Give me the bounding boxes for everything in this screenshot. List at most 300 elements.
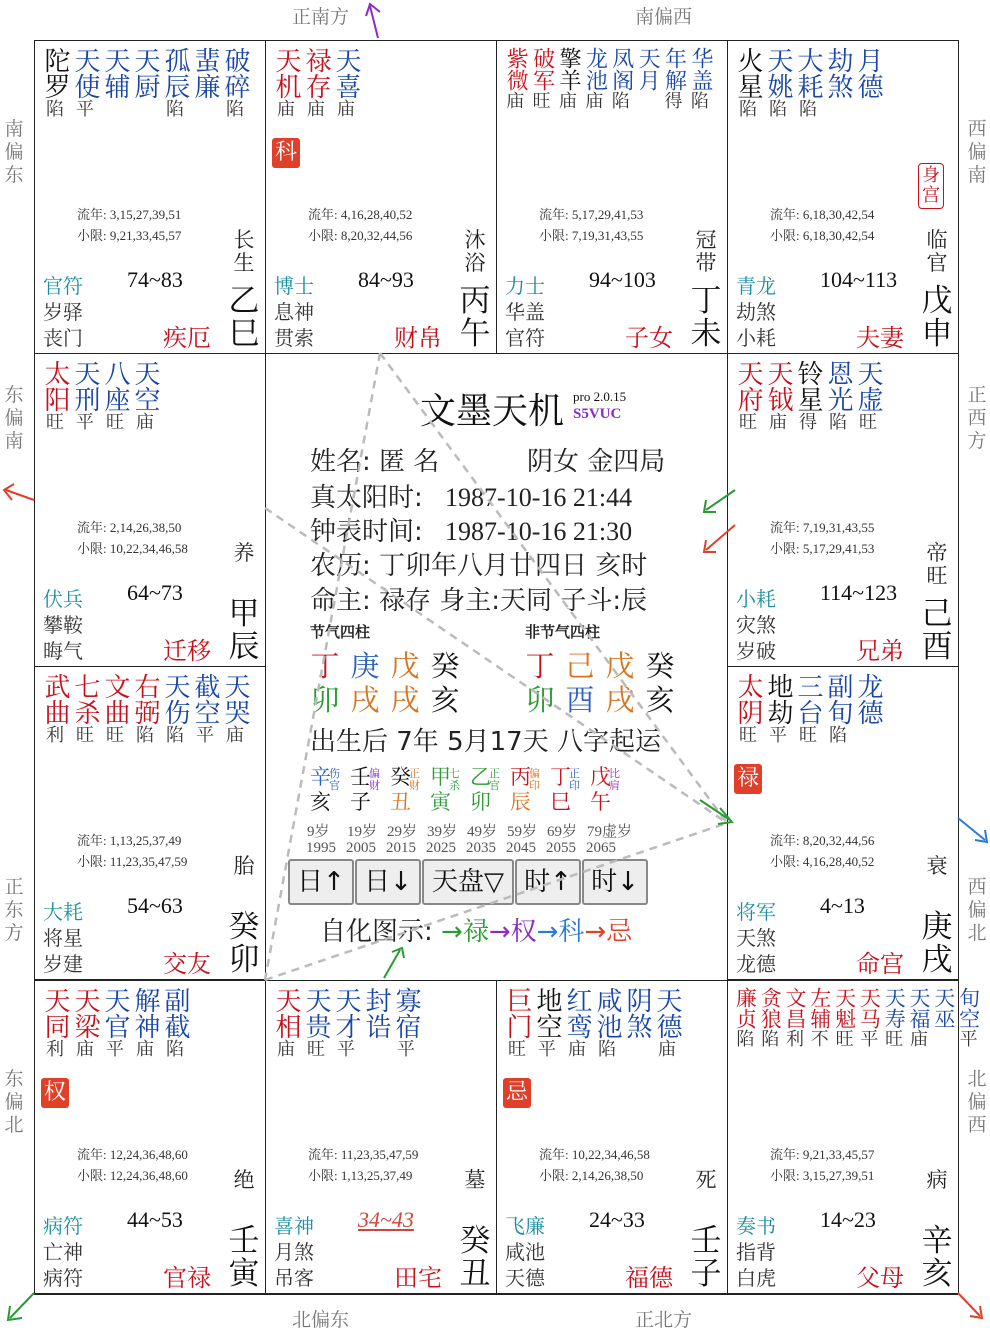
- star-brightness: 不: [810, 1029, 829, 1050]
- ganzhi: 庚戌: [921, 909, 953, 978]
- decade-range: 44~53: [127, 1207, 183, 1232]
- tianpan-button[interactable]: 天盘▽: [422, 859, 514, 905]
- luck-year: 1995: [306, 840, 336, 856]
- liunian-line: 流年: 11,23,35,47,59: [308, 1147, 419, 1162]
- star-name: 蜚廉: [190, 47, 220, 99]
- app-title: 文墨天机: [420, 391, 565, 432]
- god-g2: 天煞: [736, 926, 776, 950]
- xiaoxian-line: 小限: 1,13,25,37,49: [308, 1168, 413, 1183]
- star-brightness: 陷: [829, 725, 847, 746]
- star-brightness: 庙: [307, 99, 325, 120]
- star-name: 破碎: [220, 47, 250, 99]
- star-name: 天官: [100, 987, 130, 1039]
- star-brightness: 陷: [611, 91, 630, 112]
- god-g1: 大耗: [43, 900, 83, 924]
- ganzhi: 丁未: [690, 283, 722, 352]
- luck-year: 2005: [346, 840, 376, 856]
- luck-age: 39岁: [427, 824, 458, 840]
- hour-down-button[interactable]: 时↓: [582, 859, 648, 905]
- star-brightness: 陷: [166, 1039, 184, 1060]
- legend-label: 自化图示:: [320, 917, 433, 947]
- star-name: 贪狼: [758, 987, 783, 1029]
- star-name: 天伤: [160, 673, 190, 725]
- star-name: 文昌: [783, 987, 807, 1029]
- star-name: 凤阁: [608, 47, 634, 91]
- pillar-branch: 戌: [390, 683, 420, 717]
- direction-top-right: 南偏西: [635, 6, 693, 28]
- god-g3: 病符: [43, 1266, 83, 1290]
- changsheng-state: 胎: [233, 854, 255, 878]
- palace-name[interactable]: 官禄: [163, 1264, 211, 1292]
- star-brightness: 陷: [799, 99, 817, 120]
- star-name: 天月: [635, 47, 661, 91]
- luck-year: 2035: [466, 840, 496, 856]
- direction-top-left: 正南方: [292, 6, 350, 28]
- star-name: 天使: [70, 47, 100, 99]
- star-brightness: 得: [664, 91, 683, 112]
- hour-up-button[interactable]: 时↑: [515, 859, 581, 905]
- star-brightness: 旺: [46, 412, 64, 433]
- star-brightness: 平: [860, 1029, 879, 1050]
- god-g3: 官符: [505, 326, 545, 350]
- day-down-button[interactable]: 日↓: [355, 859, 421, 905]
- luck-stem: 丙: [510, 765, 531, 789]
- ganzhi: 辛亥: [921, 1223, 953, 1292]
- star-brightness: 旺: [739, 412, 757, 433]
- star-brightness: 平: [76, 99, 94, 120]
- luck-age: 59岁: [507, 824, 538, 840]
- god-g1: 青龙: [736, 274, 776, 298]
- star-name: 大耗: [793, 47, 823, 99]
- pillar-stem: 癸: [430, 649, 460, 683]
- decade-range: 74~83: [127, 267, 183, 292]
- star-brightness: 庙: [506, 91, 525, 112]
- ming-line: 命主: 禄存 身主:天同 子斗:辰: [310, 586, 648, 616]
- star-name: 截空: [190, 673, 220, 725]
- changsheng-state: 养: [233, 541, 255, 565]
- palace-name[interactable]: 财帛: [394, 324, 442, 352]
- luck-branch: 子: [350, 790, 371, 814]
- star-name: 巨门: [502, 987, 532, 1039]
- legend-lu: →禄: [441, 917, 489, 947]
- decade-range: 24~33: [589, 1207, 645, 1232]
- decade-range: 64~73: [127, 580, 183, 605]
- liunian-line: 流年: 3,15,27,39,51: [77, 207, 182, 222]
- direction-right-4: 北偏西: [967, 1068, 987, 1136]
- star-brightness: 陷: [739, 99, 757, 120]
- star-brightness: 庙: [277, 1039, 295, 1060]
- star-brightness: 陷: [166, 99, 184, 120]
- star-name: 天相: [271, 987, 301, 1039]
- ganzhi: 癸丑: [459, 1223, 491, 1292]
- pillar-stem: 庚: [350, 649, 380, 683]
- star-name: 寡宿: [391, 987, 421, 1039]
- star-name: 三台: [793, 673, 823, 725]
- luck-age: 29岁: [387, 824, 418, 840]
- star-brightness: 庙: [769, 412, 787, 433]
- ganzhi: 壬子: [690, 1223, 722, 1292]
- god-g3: 白虎: [736, 1266, 776, 1290]
- luck-stem: 壬: [350, 765, 371, 789]
- pillar-branch: 酉: [565, 683, 595, 717]
- star-name: 天巫: [931, 987, 956, 1029]
- direction-left-1: 南偏东: [4, 118, 24, 186]
- star-name: 天贵: [301, 987, 331, 1039]
- star-brightness: 旺: [508, 1039, 526, 1060]
- star-brightness: 旺: [532, 91, 551, 112]
- god-g3: 丧门: [43, 326, 83, 350]
- pillar-branch: 戌: [605, 683, 635, 717]
- star-name: 天喜: [331, 47, 361, 99]
- star-name: 咸池: [592, 987, 622, 1039]
- luck-age: 49岁: [467, 824, 498, 840]
- star-name: 天辅: [100, 47, 130, 99]
- star-brightness: 庙: [568, 1039, 586, 1060]
- god-g2: 亡神: [43, 1240, 83, 1264]
- star-name: 旬空: [956, 987, 981, 1029]
- star-brightness: 旺: [835, 1029, 854, 1050]
- star-brightness: 平: [196, 725, 214, 746]
- name-line: 姓名: 匿 名: [310, 447, 440, 477]
- god-g1: 伏兵: [43, 587, 83, 611]
- star-brightness: 庙: [909, 1029, 928, 1050]
- star-brightness: 陷: [136, 725, 154, 746]
- changsheng-state: 病: [926, 1168, 948, 1192]
- star-name: 火星: [733, 47, 763, 99]
- pillar-branch: 戌: [350, 683, 380, 717]
- star-name: 文曲: [100, 673, 130, 725]
- star-brightness: 旺: [859, 412, 877, 433]
- liunian-line: 流年: 4,16,28,40,52: [308, 207, 413, 222]
- pillar-branch: 卯: [310, 683, 340, 717]
- decade-range: 4~13: [820, 893, 865, 918]
- xiaoxian-line: 小限: 8,20,32,44,56: [308, 228, 413, 243]
- liunian-line: 流年: 9,21,33,45,57: [770, 1147, 875, 1162]
- pillar-branch: 亥: [645, 683, 675, 717]
- liunian-line: 流年: 7,19,31,43,55: [770, 520, 875, 535]
- decade-range: 54~63: [127, 893, 183, 918]
- pillar-stem: 戊: [605, 649, 635, 683]
- palace-name[interactable]: 疾厄: [163, 324, 211, 352]
- star-name: 八座: [100, 360, 130, 412]
- star-name: 副旬: [823, 673, 853, 725]
- star-name: 副截: [160, 987, 190, 1039]
- sihua-badge: 忌: [503, 1078, 531, 1108]
- star-brightness: 陷: [829, 412, 847, 433]
- pillars-heading-2: 非节气四柱: [525, 623, 601, 641]
- day-up-button[interactable]: 日↑: [288, 859, 354, 905]
- ganzhi: 甲辰: [228, 596, 260, 665]
- ten-god: 正印: [569, 767, 580, 792]
- star-name: 天空: [130, 360, 160, 412]
- changsheng-state: 沐浴: [464, 228, 486, 275]
- star-brightness: 陷: [226, 99, 244, 120]
- changsheng-state: 死: [695, 1168, 717, 1192]
- xiaoxian-line: 小限: 6,18,30,42,54: [770, 228, 875, 243]
- star-brightness: 利: [46, 725, 64, 746]
- changsheng-state: 临官: [926, 228, 948, 275]
- star-name: 天梁: [70, 987, 100, 1039]
- star-brightness: 庙: [277, 99, 295, 120]
- star-name: 紫微: [503, 47, 529, 91]
- star-name: 右弼: [130, 673, 160, 725]
- direction-right-1: 西偏南: [967, 118, 987, 186]
- liunian-line: 流年: 10,22,34,46,58: [539, 1147, 650, 1162]
- xiaoxian-line: 小限: 11,23,35,47,59: [77, 854, 188, 869]
- luck-age: 9岁: [307, 824, 330, 840]
- decade-range: 14~23: [820, 1207, 876, 1232]
- ganzhi: 戊申: [921, 283, 953, 352]
- god-g2: 息神: [274, 300, 314, 324]
- liunian-line: 流年: 1,13,25,37,49: [77, 833, 182, 848]
- palace-name[interactable]: 田宅: [394, 1264, 442, 1292]
- changsheng-state: 长生: [233, 228, 255, 275]
- star-brightness: 旺: [106, 412, 124, 433]
- luck-year: 2055: [546, 840, 576, 856]
- ganzhi: 己酉: [921, 596, 953, 665]
- star-name: 太阳: [40, 360, 70, 412]
- star-brightness: 利: [785, 1029, 804, 1050]
- god-g3: 小耗: [736, 326, 776, 350]
- star-brightness: 陷: [598, 1039, 616, 1060]
- liunian-line: 流年: 2,14,26,38,50: [77, 520, 182, 535]
- star-name: 武曲: [40, 673, 70, 725]
- star-brightness: 陷: [690, 91, 709, 112]
- luck-year: 2015: [386, 840, 416, 856]
- star-brightness: 庙: [558, 91, 577, 112]
- god-g1: 将军: [736, 900, 776, 924]
- ten-god: 七杀: [449, 767, 460, 792]
- star-name: 天哭: [220, 673, 250, 725]
- star-name: 恩光: [823, 360, 853, 412]
- changsheng-state: 冠带: [695, 228, 717, 275]
- ten-god: 伤官: [329, 767, 340, 792]
- star-name: 天寿: [882, 987, 907, 1029]
- god-g2: 指背: [736, 1240, 776, 1264]
- star-name: 龙德: [853, 673, 883, 725]
- star-brightness: 陷: [736, 1029, 755, 1050]
- star-name: 天马: [857, 987, 882, 1029]
- star-brightness: 旺: [885, 1029, 904, 1050]
- star-name: 天德: [652, 987, 682, 1039]
- god-g3: 岁破: [736, 639, 776, 663]
- star-brightness: 庙: [226, 725, 244, 746]
- ten-god: 偏财: [369, 767, 380, 792]
- star-name: 孤辰: [160, 47, 190, 99]
- god-g1: 喜神: [274, 1214, 314, 1238]
- star-name: 天福: [906, 987, 931, 1029]
- star-brightness: 平: [538, 1039, 556, 1060]
- star-name: 左辅: [807, 987, 832, 1029]
- luck-stem: 乙: [470, 765, 491, 789]
- god-g2: 咸池: [505, 1240, 545, 1264]
- star-brightness: 平: [106, 1039, 124, 1060]
- decade-range: 104~113: [820, 267, 898, 292]
- legend-ji: →忌: [584, 917, 633, 947]
- palace-name[interactable]: 兄弟: [856, 637, 904, 665]
- pillar-branch: 卯: [525, 683, 555, 717]
- liunian-line: 流年: 6,18,30,42,54: [770, 207, 875, 222]
- lunar-line: 农历: 丁卯年八月廿四日 亥时: [310, 551, 648, 581]
- star-name: 擎羊: [555, 47, 581, 91]
- star-brightness: 平: [959, 1029, 978, 1050]
- changsheng-state: 墓: [464, 1168, 486, 1192]
- liunian-line: 流年: 8,20,32,44,56: [770, 833, 875, 848]
- pillar-stem: 丁: [525, 649, 555, 683]
- palace-name[interactable]: 福德: [625, 1264, 673, 1292]
- god-g1: 小耗: [736, 587, 776, 611]
- luck-year: 2045: [506, 840, 536, 856]
- pillar-branch: 亥: [430, 683, 460, 717]
- god-g2: 劫煞: [736, 300, 776, 324]
- god-g2: 月煞: [274, 1240, 314, 1264]
- luck-age: 79虚岁: [587, 824, 633, 840]
- changsheng-state: 绝: [233, 1168, 255, 1192]
- solar-time-label: 真太阳时:: [310, 483, 423, 513]
- god-g3: 晦气: [43, 639, 83, 663]
- direction-left-4: 东偏北: [4, 1068, 24, 1136]
- god-g1: 病符: [43, 1214, 83, 1238]
- star-name: 地空: [532, 987, 562, 1039]
- star-name: 天钺: [763, 360, 793, 412]
- god-g3: 贯索: [274, 326, 314, 350]
- luck-branch: 亥: [310, 790, 331, 814]
- god-g1: 博士: [274, 274, 314, 298]
- star-name: 解神: [130, 987, 160, 1039]
- god-g3: 吊客: [274, 1266, 314, 1290]
- ten-god: 正财: [409, 767, 420, 792]
- palace-name[interactable]: 交友: [163, 950, 211, 978]
- decade-range: 34~43: [358, 1207, 414, 1232]
- star-brightness: 陷: [761, 1029, 780, 1050]
- star-name: 月德: [853, 47, 883, 99]
- luck-stem: 戊: [590, 765, 611, 789]
- star-brightness: 旺: [76, 725, 94, 746]
- luck-branch: 巳: [550, 790, 571, 814]
- star-brightness: 旺: [106, 725, 124, 746]
- luck-branch: 午: [590, 790, 611, 814]
- direction-right-2: 正西方: [967, 384, 987, 452]
- star-brightness: 庙: [658, 1039, 676, 1060]
- pillars-heading-1: 节气四柱: [310, 623, 371, 641]
- luck-age: 69岁: [547, 824, 578, 840]
- god-g2: 华盖: [505, 300, 545, 324]
- clock-time-value: 1987-10-16 21:30: [445, 517, 633, 546]
- god-g3: 天德: [505, 1266, 545, 1290]
- changsheng-state: 衰: [926, 854, 948, 878]
- star-brightness: 平: [769, 725, 787, 746]
- luck-start-line: 出生后 7年 5月17天 八字起运: [310, 727, 661, 757]
- palace-name[interactable]: 父母: [856, 1264, 904, 1292]
- ten-god: 比肩: [609, 767, 620, 792]
- star-name: 天厨: [130, 47, 160, 99]
- star-name: 天才: [331, 987, 361, 1039]
- star-name: 天刑: [70, 360, 100, 412]
- star-name: 天府: [733, 360, 763, 412]
- sihua-badge: 权: [41, 1078, 69, 1108]
- star-name: 年解: [661, 47, 687, 91]
- palace-name[interactable]: 夫妻: [856, 324, 904, 352]
- star-brightness: 陷: [166, 725, 184, 746]
- pillar-stem: 己: [565, 649, 595, 683]
- star-name: 铃星: [793, 360, 823, 412]
- palace-name[interactable]: 迁移: [163, 637, 211, 665]
- star-brightness: 平: [397, 1039, 415, 1060]
- god-g3: 龙德: [736, 952, 776, 976]
- luck-stem: 甲: [430, 765, 451, 789]
- ten-god: 正官: [489, 767, 500, 792]
- star-name: 龙池: [582, 47, 608, 91]
- star-name: 廉贞: [733, 987, 758, 1029]
- solar-time-value: 1987-10-16 21:44: [445, 483, 633, 512]
- legend-quan: →权: [488, 917, 537, 947]
- xiaoxian-line: 小限: 12,24,36,48,60: [77, 1168, 188, 1183]
- luck-stem: 癸: [390, 765, 411, 789]
- direction-bottom-right: 正北方: [635, 1309, 693, 1331]
- changsheng-state: 帝旺: [926, 541, 948, 588]
- star-brightness: 陷: [769, 99, 787, 120]
- xiaoxian-line: 小限: 9,21,33,45,57: [77, 228, 182, 243]
- palace-name[interactable]: 命宫: [856, 950, 904, 978]
- xiaoxian-line: 小限: 7,19,31,43,55: [539, 228, 644, 243]
- luck-age: 19岁: [347, 824, 378, 840]
- xiaoxian-line: 小限: 5,17,29,41,53: [770, 541, 875, 556]
- decade-range: 84~93: [358, 267, 414, 292]
- star-name: 陀罗: [40, 47, 70, 99]
- star-brightness: 庙: [136, 412, 154, 433]
- sihua-badge: 科: [272, 138, 300, 168]
- ten-god: 偏印: [529, 767, 540, 792]
- ganzhi: 丙午: [459, 283, 491, 352]
- luck-stem: 辛: [310, 765, 331, 789]
- legend-ke: →科: [536, 917, 585, 947]
- luck-branch: 卯: [470, 790, 491, 814]
- liunian-line: 流年: 12,24,36,48,60: [77, 1147, 188, 1162]
- star-brightness: 庙: [337, 99, 355, 120]
- direction-bottom-left: 北偏东: [292, 1309, 350, 1331]
- xiaoxian-line: 小限: 10,22,34,46,58: [77, 541, 188, 556]
- star-name: 阴煞: [622, 987, 652, 1039]
- luck-stem: 丁: [550, 765, 571, 789]
- ganzhi: 壬寅: [228, 1223, 260, 1292]
- pillar-stem: 戊: [390, 649, 420, 683]
- star-name: 地劫: [763, 673, 793, 725]
- star-name: 劫煞: [823, 47, 853, 99]
- gender-line: 阴女 金四局: [527, 447, 666, 477]
- star-name: 红鸾: [562, 987, 592, 1039]
- luck-year: 2065: [586, 840, 616, 856]
- god-g2: 岁驿: [43, 300, 83, 324]
- star-brightness: 得: [799, 412, 817, 433]
- palace-name[interactable]: 子女: [625, 324, 673, 352]
- god-g1: 奏书: [736, 1214, 776, 1238]
- star-brightness: 旺: [739, 725, 757, 746]
- decade-range: 114~123: [820, 580, 898, 605]
- god-g2: 攀鞍: [43, 613, 83, 637]
- star-name: 天魁: [832, 987, 857, 1029]
- star-brightness: 旺: [799, 725, 817, 746]
- luck-branch: 寅: [430, 790, 451, 814]
- shengong-badge: 身宫: [918, 163, 944, 209]
- decade-range: 94~103: [589, 267, 656, 292]
- star-brightness: 庙: [585, 91, 604, 112]
- star-brightness: 庙: [76, 1039, 94, 1060]
- ganzhi: 乙巳: [228, 283, 260, 352]
- chart-code: S5VUC: [573, 406, 622, 422]
- star-name: 天机: [271, 47, 301, 99]
- liunian-line: 流年: 5,17,29,41,53: [539, 207, 644, 222]
- god-g3: 岁建: [43, 952, 83, 976]
